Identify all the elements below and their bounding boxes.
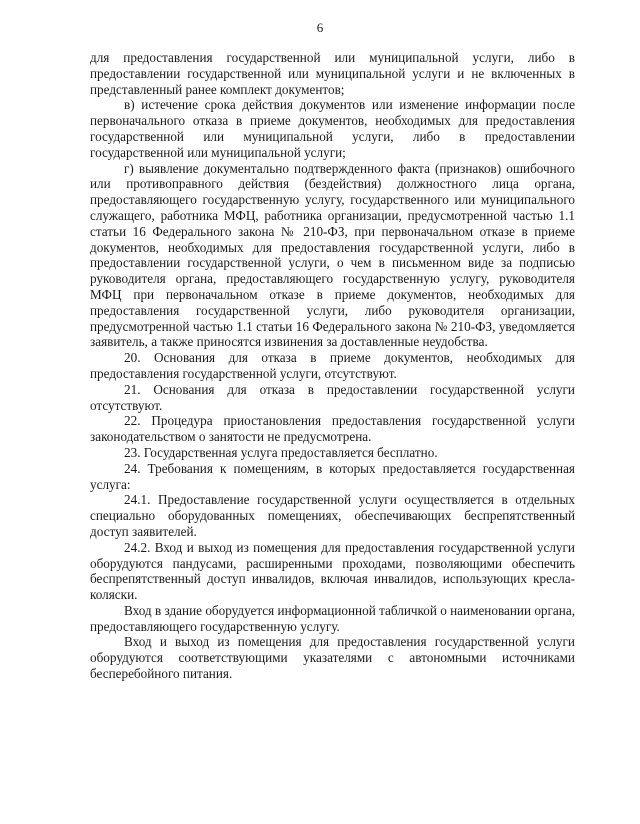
document-body — [90, 50, 575, 682]
paragraph: для предоставления государственной или муниципальной услуги, либо в предоставлении государственной или муниципальной услуги и не включенных в представленный ранее комплект документов; — [90, 50, 575, 97]
page-number: 6 — [316, 20, 324, 35]
paragraph: 24. Требования к помещениям, в которых предоставляется государственная услуга: — [90, 460, 575, 492]
paragraph: 21. Основания для отказа в предоставлении государственной услуги отсутствуют. — [90, 381, 575, 413]
paragraph: в) истечение срока действия документов или изменение информации после первоначального отказа в приеме документов, необходимых для предоставления государственной или муниципальной услуги, либо в предоставлении государственной или муниципальной услуги; — [90, 97, 575, 160]
paragraph: 24.1. Предоставление государственной услуги осуществляется в отдельных специально оборудованных помещениях, обеспечивающих беспрепятственный доступ заявителей. — [90, 492, 575, 539]
paragraph: 22. Процедура приостановления предоставления государственной услуги законодательством о занятости не предусмотрена. — [90, 413, 575, 445]
paragraph: Вход в здание оборудуется информационной табличкой о наименовании органа, предоставляющего государственную услугу. — [90, 602, 575, 634]
paragraph: 20. Основания для отказа в приеме документов, необходимых для предоставления государственной услуги, отсутствуют. — [90, 350, 575, 381]
paragraph: г) выявление документально подтвержденного факта (признаков) ошибочного или противоправного действия (бездействия) должностного лица органа, предоставляющего государственную услугу, государственного или муниципального служащего, работника МФЦ, работника организации, предусмотренной частью 1.1 статьи 16 Федерального закона № 210-ФЗ, при первоначальном отказе в приеме документов, необходимых для предоставления государственной услуги, либо в предоставлении государственной услуги, о чем в письменном виде за подписью руководителя органа, предоставляющего государственную услугу, руководителя МФЦ при первоначальном отказе в приеме документов, необходимых для предоставления государственной услуги, либо руководителя организации, предусмотренной частью 1.1 статьи 16 Федерального закона № 210-ФЗ, уведомляется заявитель, а также приносятся извинения за доставленные неудобства. — [90, 160, 575, 350]
paragraph: 23. Государственная услуга предоставляется бесплатно. — [124, 444, 438, 460]
paragraph: Вход и выход из помещения для предоставления государственной услуги оборудуются соответствующими указателями с автономными источниками бесперебойного питания. — [90, 634, 575, 682]
paragraph: 24.2. Вход и выход из помещения для предоставления государственной услуги оборудуются пандусами, расширенными проходами, позволяющими обеспечить беспрепятственный доступ инвалидов, включая инвалидов, использующих кресла-коляски. — [90, 539, 575, 603]
